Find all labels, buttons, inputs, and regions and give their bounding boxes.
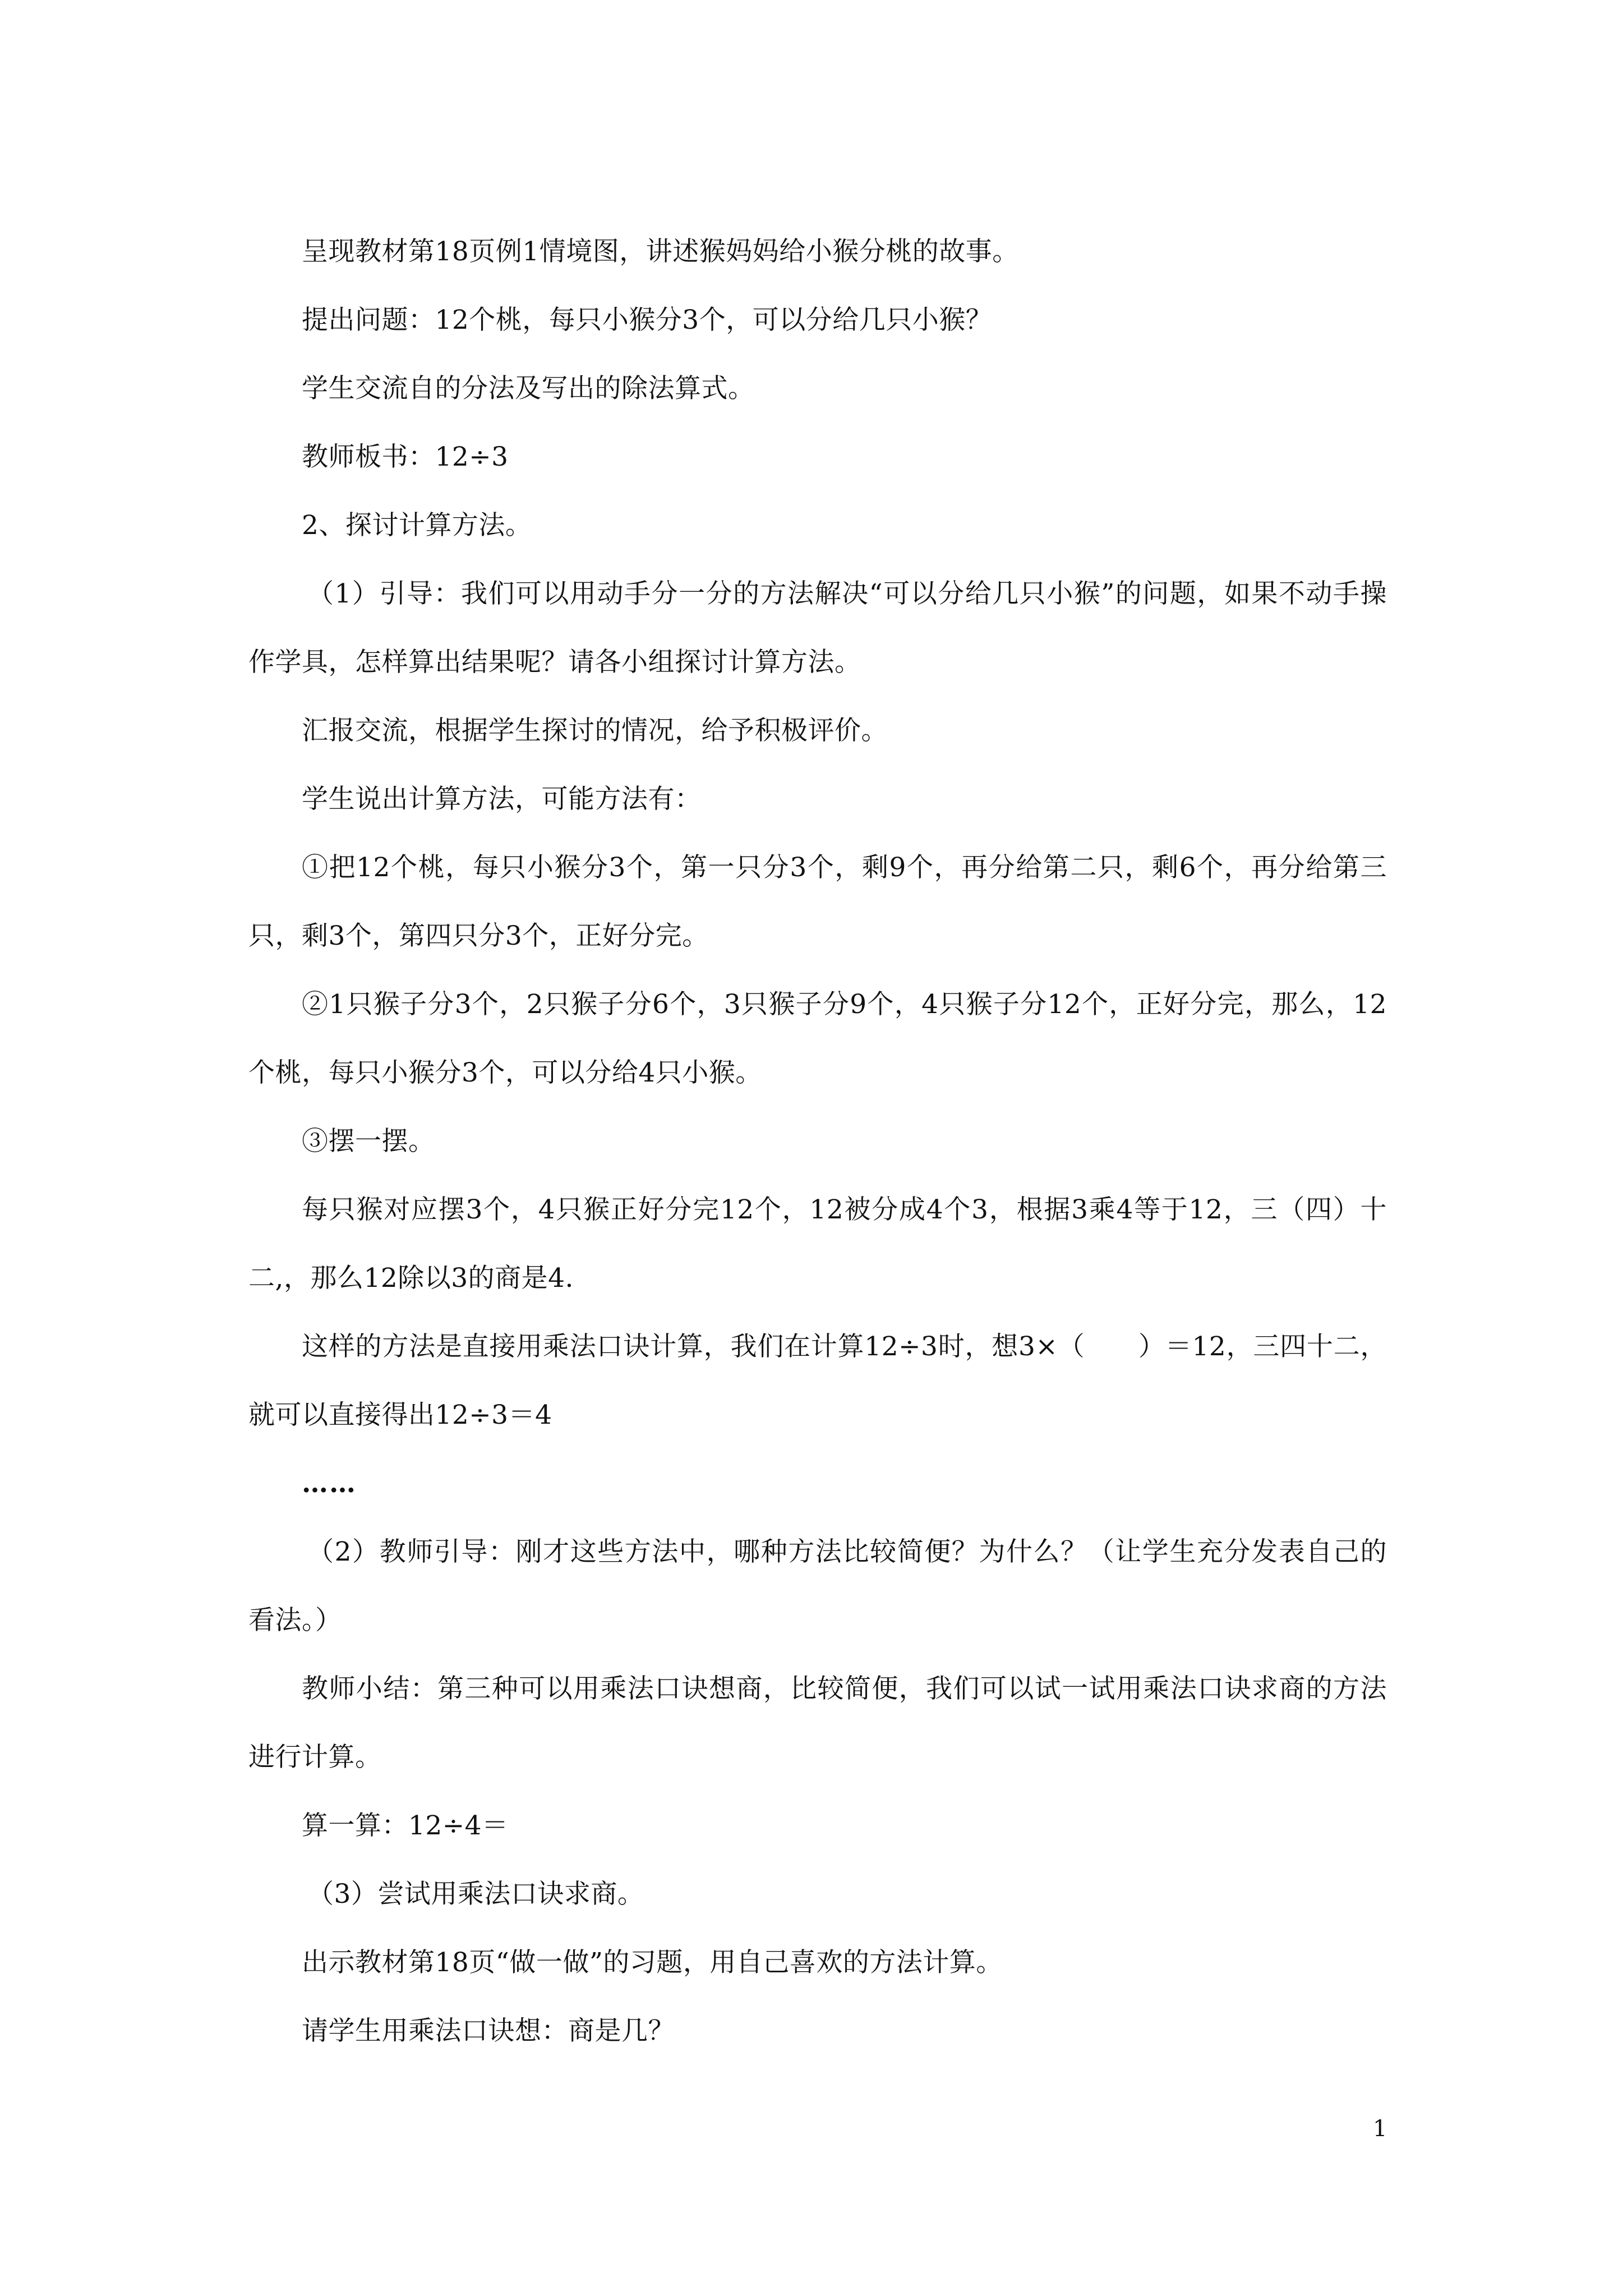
paragraph-7: 汇报交流，根据学生探讨的情况，给予积极评价。 bbox=[302, 715, 888, 746]
paragraph-10: ②1只猴子分3个，2只猴子分6个，3只猴子分9个，4只猴子分12个，正好分完，那么，12个桃，每只小猴分3个，可以分给4只小猴。 bbox=[248, 989, 1387, 1088]
paragraph-13: 这样的方法是直接用乘法口诀计算，我们在计算12÷3时，想3×（ ）＝12，三四十二，就可以直接得出12÷3＝4 bbox=[248, 1331, 1387, 1430]
paragraph-6: （1）引导：我们可以用动手分一分的方法解决“可以分给几只小猴”的问题，如果不动手操作学具，怎样算出结果呢？请各小组探讨计算方法。 bbox=[248, 578, 1387, 678]
document-body bbox=[248, 218, 1387, 2065]
page-number: 1 bbox=[1373, 2116, 1387, 2142]
paragraph-16: 教师小结：第三种可以用乘法口诀想商，比较简便，我们可以试一试用乘法口诀求商的方法进行计算。 bbox=[248, 1673, 1387, 1773]
paragraph-1: 呈现教材第18页例1情境图，讲述猴妈妈给小猴分桃的故事。 bbox=[302, 236, 1019, 267]
paragraph-11: ③摆一摆。 bbox=[302, 1126, 435, 1157]
paragraph-3: 学生交流自的分法及写出的除法算式。 bbox=[302, 373, 755, 404]
paragraph-8: 学生说出计算方法，可能方法有： bbox=[302, 784, 702, 815]
paragraph-ellipsis: …… bbox=[302, 1468, 357, 1499]
paragraph-19: 出示教材第18页“做一做”的习题，用自己喜欢的方法计算。 bbox=[302, 1947, 1003, 1978]
paragraph-12: 每只猴对应摆3个，4只猴正好分完12个，12被分成4个3，根据3乘4等于12，三（四）十二,，那么12除以3的商是4. bbox=[248, 1194, 1387, 1294]
paragraph-20: 请学生用乘法口诀想：商是几？ bbox=[302, 2016, 675, 2046]
paragraph-9: ①把12个桃，每只小猴分3个，第一只分3个，剩9个，再分给第二只，剩6个，再分给第三只，剩3个，第四只分3个，正好分完。 bbox=[248, 852, 1387, 951]
paragraph-18: （3）尝试用乘法口诀求商。 bbox=[307, 1879, 644, 1910]
paragraph-17: 算一算：12÷4＝ bbox=[302, 1810, 509, 1841]
paragraph-15: （2）教师引导：刚才这些方法中，哪种方法比较简便？为什么？（让学生充分发表自己的看法。） bbox=[248, 1536, 1387, 1636]
paragraph-4: 教师板书：12÷3 bbox=[302, 441, 509, 472]
paragraph-5: 2、探讨计算方法。 bbox=[302, 510, 532, 541]
paragraph-2: 提出问题：12个桃，每只小猴分3个，可以分给几只小猴？ bbox=[302, 305, 993, 335]
